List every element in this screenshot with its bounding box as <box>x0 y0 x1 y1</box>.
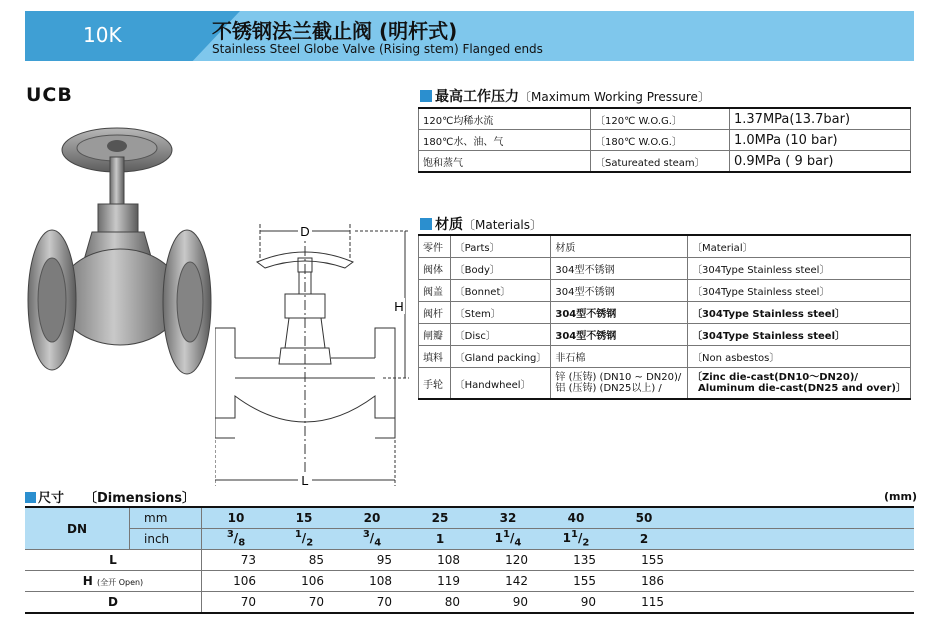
table-row: 120℃均稀水流 〔120℃ W.O.G.〕 1.37MPa(13.7bar) <box>419 108 911 130</box>
dimension-h-label: H <box>394 299 404 314</box>
materials-table <box>418 234 911 400</box>
table-row: H (全开 Open) 106 106 108 119 142 155 186 <box>25 571 914 592</box>
pressure-section-title: 最高工作压力〔Maximum Working Pressure〕 <box>420 86 710 106</box>
model-code: UCB <box>26 84 73 106</box>
table-row: 手轮 〔Handwheel〕 锌 (压铸) (DN10 ~ DN20)/ 铝 (压铸) (DN25以上) / 〔Zinc die-cast(DN10～DN20)/ Aluminum die-cast(DN25 and over)〕 <box>419 368 911 400</box>
table-row: 阀盖 〔Bonnet〕 304型不锈钢 〔304Type Stainless steel〕 <box>419 280 911 302</box>
dimension-l-label: L <box>301 473 309 488</box>
header-banner <box>25 11 914 61</box>
table-row: 饱和蒸气 〔Satureated steam〕 0.9MPa ( 9 bar) <box>419 151 911 173</box>
valve-dimension-drawing <box>215 218 415 490</box>
table-header-row: inch $^3/_8$ $^1/_2$ $^3/_4$ 1 $1^1/_4$ $1^1/_2$ 2 <box>25 529 914 550</box>
materials-section-title: 材质〔Materials〕 <box>420 214 542 234</box>
table-row: 闸瓣 〔Disc〕 304型不锈钢 〔304Type Stainless steel〕 <box>419 324 911 346</box>
table-row: D 70 70 70 80 90 90 115 <box>25 592 914 614</box>
table-row: L 73 85 95 108 120 135 155 <box>25 550 914 571</box>
unit-note: (mm) <box>884 490 917 503</box>
table-header-row: 零件 〔Parts〕 材质 〔Material〕 <box>419 235 911 258</box>
pressure-table <box>418 107 911 173</box>
section-marker-icon <box>420 90 432 102</box>
section-marker-icon <box>25 492 36 503</box>
page-title: 不锈钢法兰截止阀 (明杆式) <box>212 19 458 43</box>
valve-photo <box>22 112 222 397</box>
table-row: 阀杆 〔Stem〕 304型不锈钢 〔304Type Stainless steel〕 <box>419 302 911 324</box>
dimensions-table <box>25 506 914 614</box>
section-marker-icon <box>420 218 432 230</box>
table-header-row: DN mm 10 15 20 25 32 40 50 <box>25 507 914 529</box>
page-subtitle: Stainless Steel Globe Valve (Rising stem) Flanged ends <box>212 42 543 56</box>
pressure-class-badge: 10K <box>83 23 122 47</box>
table-row: 阀体 〔Body〕 304型不锈钢 〔304Type Stainless steel〕 <box>419 258 911 280</box>
table-row: 180℃水、油、气 〔180℃ W.O.G.〕 1.0MPa (10 bar) <box>419 130 911 151</box>
dimensions-section-title: 尺寸 〔Dimensions〕 <box>25 487 195 506</box>
dimension-d-label: D <box>300 224 310 239</box>
table-row: 填料 〔Gland packing〕 非石棉 〔Non asbestos〕 <box>419 346 911 368</box>
